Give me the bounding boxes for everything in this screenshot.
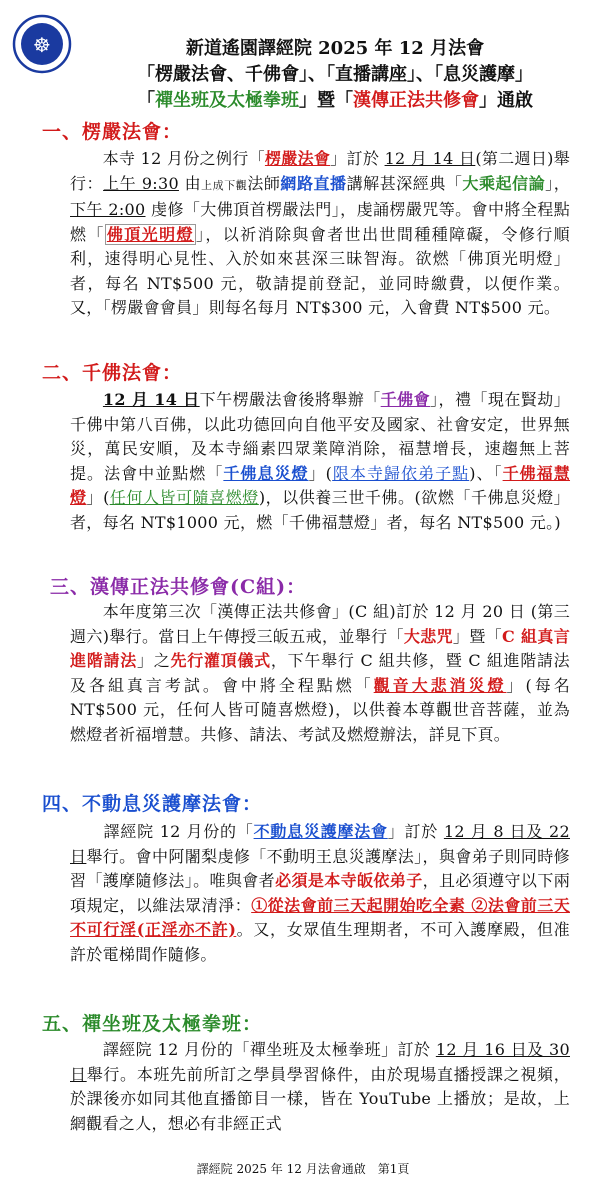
section-3-text-0: 本年度第三次「漢傳正法共修會」(C 組)訂於 12 月 20 日 (第三週六)舉行。當日上午傳授三皈五戒，並舉行「	[70, 602, 570, 646]
section-3-text-1: 大悲咒	[403, 626, 453, 646]
section-1-text-11: 大乘起信論	[462, 173, 546, 193]
section-1-text-13: 下午 2:00	[70, 200, 146, 219]
section-1-text-1: 楞嚴法會	[264, 149, 331, 168]
line3-practice: 漢傳正法共修會	[353, 90, 479, 111]
header-title-line2: 「楞嚴法會、千佛會」、「直播講座」、「息災護摩」	[137, 64, 533, 85]
section-1-text-15: 佛頂光明燈	[106, 224, 194, 244]
section-1-text-7: 上成下觀	[201, 178, 248, 192]
line3-part: 」通啟	[479, 90, 533, 111]
section-1-text-5: 上午 9:30	[103, 173, 179, 193]
section-4-text-3: 12 月 8 日及 22 日	[70, 822, 570, 866]
section-body-5	[70, 1038, 570, 1136]
section-3-text-8: 」(每名 NT$500 元，任何人皆可隨喜燃燈)，以供養本尊觀世音菩薩，並為燃燈者祈福增慧。共修、請法、考試及燃燈辦法，詳見下頁。	[70, 675, 570, 744]
section-5-text-0: 譯經院 12 月份的「禪坐班及太極拳班」訂於	[102, 1040, 436, 1059]
section-1-text-0: 本寺 12 月份之例行「	[102, 149, 265, 168]
section-1-text-16: 」，以祈消除與會者世出世間種種障礙，令修行順利，速得明心見性、入於如來甚深三昧智海。欲燃「佛頂光明燈」者，每名 NT$500 元，敬請提前登記，並同時繳費，以便作業。又，「楞嚴會會員」則每名每月 NT$300 元，入會費 NT$500 元。	[70, 224, 570, 317]
section-3-text-7: 觀音大悲消災燈	[373, 675, 507, 695]
section-2-text-8: 千佛福慧燈	[70, 463, 571, 507]
section-2-text-2: 千佛會	[380, 390, 431, 409]
page-footer: 譯經院 2025 年 12 月法會通啟 第1頁	[196, 1162, 410, 1176]
line3-part: 」暨「	[299, 90, 353, 111]
section-title-4: 四、不動息災護摩法會：	[42, 793, 263, 815]
section-2-text-3: 」，禮「現在賢劫」千佛中第八百佛，以此功德回向自他平安及國家、社會安定，世界無災，萬民安順，及本寺緇素四眾業障消除，福慧增長，速趨無上菩提。法會中並點燃「	[70, 390, 570, 483]
section-1-text-14: 虔修「大佛頂首楞嚴法門」，虔誦楞嚴咒等。會中將全程點燃「	[70, 200, 570, 244]
section-3-text-2: 」暨「	[452, 626, 503, 646]
svg-text:☸: ☸	[33, 33, 51, 57]
section-4-text-5: 必須是本寺皈依弟子	[275, 871, 423, 890]
section-4-text-1: 不動息災護摩法會	[253, 822, 388, 841]
line3-meditation: 禪坐班及太極拳班	[155, 90, 299, 111]
line3-part: 「	[137, 90, 155, 111]
section-4-text-8: 。又，女眾值生理期者，不可入護摩殿，但准許於電梯間作隨修。	[70, 920, 570, 964]
temple-logo-icon	[12, 14, 72, 74]
notice-header	[80, 36, 590, 114]
section-1-text-12: 」，	[545, 173, 571, 193]
section-2-text-10: 任何人皆可隨喜燃燈	[109, 488, 259, 507]
section-2-text-4: 千佛息災燈	[223, 463, 309, 483]
section-5-text-1: 12 月 16 日及 30 日	[70, 1040, 570, 1084]
section-title-1: 一、楞嚴法會：	[42, 121, 183, 143]
section-1-text-3: 12 月 14 日	[384, 149, 476, 168]
section-body-4	[70, 820, 570, 967]
section-1-text-6: 由	[178, 173, 202, 193]
section-3-text-4: 」之	[136, 651, 171, 670]
section-1-text-2: 」訂於	[330, 149, 385, 168]
section-2-text-0: 12 月 14 日	[102, 390, 200, 409]
section-2-text-9: 」(	[86, 488, 110, 507]
section-4-text-0: 譯經院 12 月份的「	[103, 822, 254, 841]
section-title-5: 五、禪坐班及太極拳班：	[42, 1013, 263, 1035]
section-title-2: 二、千佛法會：	[42, 362, 183, 384]
section-1-text-10: 講解甚深經典「	[346, 173, 463, 193]
section-4-text-6: ，且必須遵守以下兩項規定，以維法眾清淨：	[70, 871, 571, 915]
section-body-1	[70, 147, 570, 321]
section-3-text-3: C 組真言進階請法	[70, 626, 571, 670]
section-body-2	[70, 388, 570, 535]
section-1-text-8: 法師	[247, 173, 281, 193]
header-title-line3	[80, 88, 590, 114]
section-1-text-4: (第二週日)舉行：	[70, 149, 571, 193]
section-body-3	[70, 600, 570, 747]
section-2-text-6: 限本寺歸依弟子點	[332, 463, 470, 483]
section-3-text-5: 先行灌頂儀式	[170, 651, 271, 670]
section-5-text-2: 舉行。本班先前所訂之學員學習條件，由於現場直播授課之視頻，於課後亦如同其他直播節目一樣，皆在 YouTube 上播放；是故，上網觀看之人，想必有非經正式	[70, 1064, 570, 1133]
section-2-text-7: )、「	[469, 463, 503, 483]
section-2-text-11: )，以供養三世千佛。(欲燃「千佛息災燈」者，每名 NT$1000 元，燃「千佛福慧燈」者，每名 NT$500 元。)	[70, 488, 570, 532]
section-1-text-9: 網路直播	[280, 173, 347, 193]
section-2-text-5: 」(	[308, 463, 333, 483]
section-title-3: 三、漢傳正法共修會(C組)：	[50, 576, 307, 598]
section-4-text-4: 舉行。會中阿闍梨虔修「不動明王息災護摩法」，與會弟子則同時修習「護摩隨修法」。唯與會者	[70, 846, 570, 890]
section-2-text-1: 下午楞嚴法會後將舉辦「	[199, 390, 381, 409]
section-4-text-7: ①從法會前三天起開始吃全素 ②法會前三天不可行淫(正淫亦不許)	[70, 895, 570, 939]
section-4-text-2: 」訂於	[387, 822, 444, 841]
section-3-text-6: ，下午舉行 C 組共修，暨 C 組進階請法及各組真言考試。會中將全程點燃「	[70, 651, 570, 695]
header-title-line1: 新道遙園譯經院 2025 年 12 月法會	[185, 38, 485, 59]
